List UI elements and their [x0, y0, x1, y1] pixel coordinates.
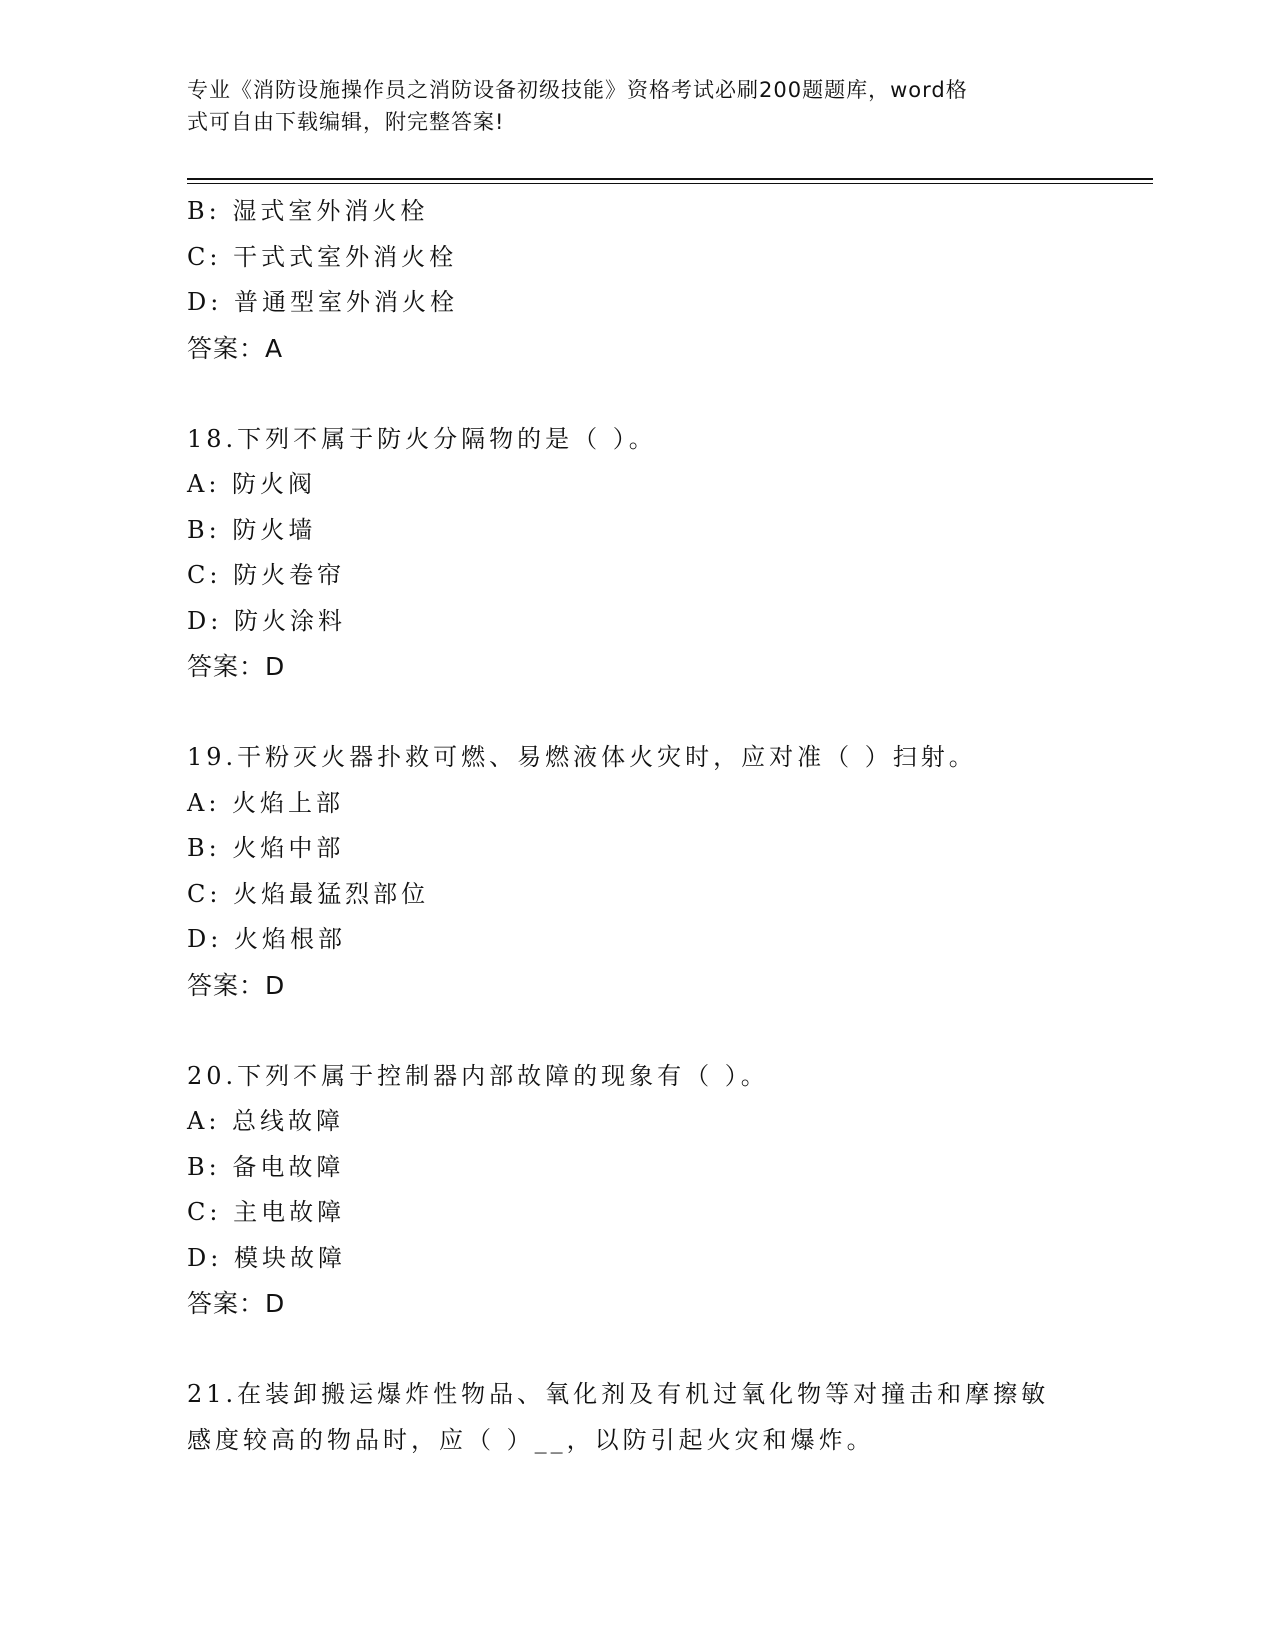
option-a: A: 火焰上部	[187, 788, 345, 817]
header-line-1: 专业《消防设施操作员之消防设备初级技能》资格考试必刷200题题库，word格	[187, 78, 968, 102]
option-b: B: 火焰中部	[187, 834, 345, 862]
header-divider-thin	[187, 183, 1153, 184]
option-a: A: 防火阀	[187, 470, 317, 498]
option-b: B: 备电故障	[187, 1152, 345, 1181]
header-divider	[187, 178, 1153, 180]
question-19	[187, 735, 1087, 1008]
option-d: D: 普通型室外消火栓	[187, 288, 458, 316]
question-18	[187, 417, 1087, 690]
answer: 答案：D	[187, 1289, 286, 1318]
question-stem-line-2: 感度较高的物品时，应（ ）__，以防引起火灾和爆炸。	[187, 1425, 875, 1454]
option-c: C: 防火卷帘	[187, 561, 346, 589]
question-stem: 18.下列不属于防火分隔物的是（ ）。	[187, 424, 657, 453]
header-line-2: 式可自由下载编辑，附完整答案!	[187, 110, 505, 134]
option-d: D: 火焰根部	[187, 925, 346, 953]
question-stem: 19.干粉灭火器扑救可燃、易燃液体火灾时，应对准（ ）扫射。	[187, 743, 977, 771]
question-17-continued	[187, 189, 1087, 371]
question-stem: 20.下列不属于控制器内部故障的现象有（ ）。	[187, 1061, 769, 1090]
option-d: D: 防火涂料	[187, 606, 346, 635]
question-21	[187, 1372, 1087, 1463]
option-b: B: 湿式室外消火栓	[187, 197, 429, 225]
option-c: C: 干式式室外消火栓	[187, 242, 458, 271]
option-b: B: 防火墙	[187, 515, 317, 544]
document-body	[187, 189, 1087, 1463]
question-20	[187, 1054, 1087, 1327]
option-a: A: 总线故障	[187, 1107, 345, 1135]
answer: 答案：D	[187, 652, 286, 681]
option-c: C: 主电故障	[187, 1198, 346, 1226]
document-header	[187, 74, 1067, 138]
answer: 答案：D	[187, 970, 286, 1000]
option-d: D: 模块故障	[187, 1243, 346, 1272]
question-stem-line-1: 21.在装卸搬运爆炸性物品、氧化剂及有机过氧化物等对撞击和摩擦敏	[187, 1380, 1050, 1408]
answer: 答案：A	[187, 333, 284, 363]
option-c: C: 火焰最猛烈部位	[187, 879, 430, 908]
